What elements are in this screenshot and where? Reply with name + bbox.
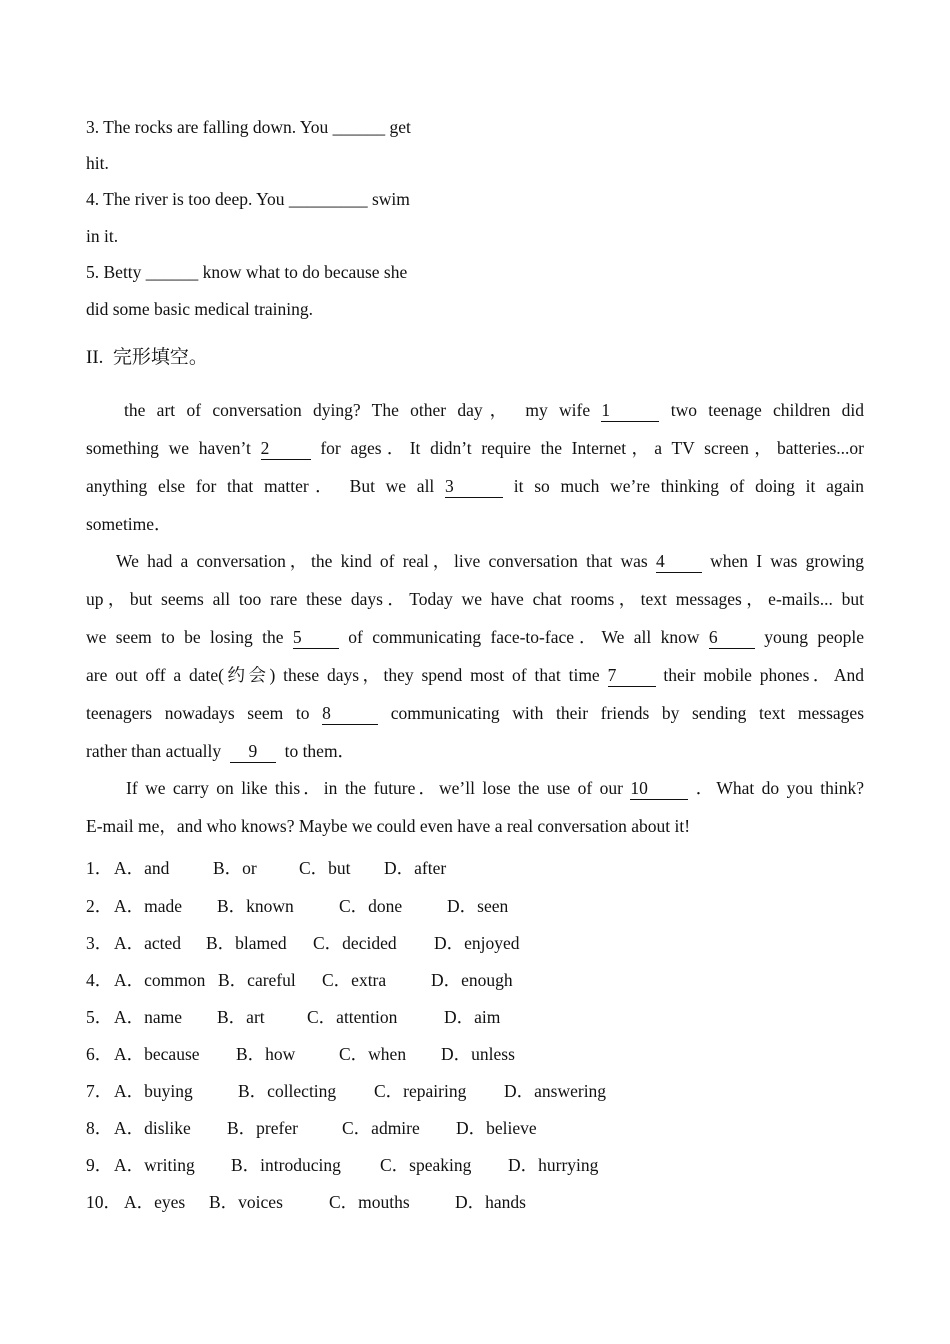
option: C．repairing xyxy=(374,1081,467,1101)
passage-line: are out off a date(约会) these days，they spend most of that time 7 their mobile phones．And xyxy=(86,665,864,685)
passage-line: something we haven’t 2 for ages．It didn’t require the Internet，a TV screen，batteries...or xyxy=(86,438,865,458)
option-row-6: 6． xyxy=(86,1044,113,1064)
question-4-line2: in it. xyxy=(86,226,119,246)
option: B．careful xyxy=(218,970,296,990)
passage-line: sometime． xyxy=(86,514,172,534)
option: D．enough xyxy=(431,970,513,990)
option-row-5: 5． xyxy=(86,1007,113,1027)
passage-line: rather than actually 9 to them． xyxy=(86,741,356,761)
blank-8: 8 xyxy=(322,705,378,725)
option: D．hands xyxy=(455,1192,526,1212)
passage-line: we seem to be losing the 5 of communicating face-to-face．We all know 6 young people xyxy=(86,627,865,647)
blank-2: 2 xyxy=(261,440,311,460)
option: A．dislike xyxy=(114,1118,191,1138)
option: B．blamed xyxy=(206,933,287,953)
option: C．but xyxy=(299,858,351,878)
passage-line: teenagers nowadays seem to 8 communicating with their friends by sending text messages xyxy=(86,703,865,723)
option: D．unless xyxy=(441,1044,515,1064)
blank-1: 1 xyxy=(601,402,659,422)
passage-line: We had a conversation，the kind of real，live conversation that was 4 when I was growing xyxy=(116,551,865,571)
option: A．because xyxy=(114,1044,200,1064)
option-row-2: 2． xyxy=(86,896,113,916)
option-row-3: 3． xyxy=(86,933,113,953)
option-row-7: 7． xyxy=(86,1081,113,1101)
option: A．buying xyxy=(114,1081,193,1101)
option: B．collecting xyxy=(238,1081,337,1101)
option: C．speaking xyxy=(380,1155,472,1175)
option: D．believe xyxy=(456,1118,537,1138)
option: D．hurrying xyxy=(508,1155,599,1175)
option: B．prefer xyxy=(227,1118,298,1138)
option: D．seen xyxy=(447,896,509,916)
option: A．common xyxy=(114,970,206,990)
passage-line: up，but seems all too rare these days．Today we have chat rooms，text messages，e-mails... but xyxy=(86,589,864,609)
passage-line: the art of conversation dying? The other day， my wife 1 two teenage children did xyxy=(124,400,865,420)
option: A．eyes xyxy=(124,1192,186,1212)
option: A．writing xyxy=(114,1155,195,1175)
option: B．art xyxy=(217,1007,265,1027)
option: B．how xyxy=(236,1044,296,1064)
section-title: II. 完形填空。 xyxy=(86,347,208,368)
blank-10: 10 xyxy=(630,780,688,800)
blank-3: 3 xyxy=(445,478,503,498)
option: C．attention xyxy=(307,1007,398,1027)
option: C．decided xyxy=(313,933,397,953)
option-row-1: 1． xyxy=(86,858,113,878)
question-3-line2: hit. xyxy=(86,153,109,173)
option: B．known xyxy=(217,896,294,916)
question-5-line1: 5. Betty ______ know what to do because she xyxy=(86,262,408,282)
option-row-4: 4． xyxy=(86,970,113,990)
option: B．introducing xyxy=(231,1155,341,1175)
option-row-10: 10． xyxy=(86,1192,121,1212)
passage-line: anything else for that matter． But we all 3 it so much we’re thinking of doing it again xyxy=(86,476,865,496)
option: D．aim xyxy=(444,1007,501,1027)
option: A．made xyxy=(114,896,183,916)
option: C．when xyxy=(339,1044,407,1064)
option: B．or xyxy=(213,858,257,878)
passage-line: If we carry on like this．in the future．we’ll lose the use of our 10 ．What do you think? xyxy=(126,778,865,798)
option: C．admire xyxy=(342,1118,420,1138)
blank-9: 9 xyxy=(230,743,276,763)
question-5-line2: did some basic medical training. xyxy=(86,299,313,319)
question-3-line1: 3. The rocks are falling down. You ______ get xyxy=(86,117,411,137)
blank-4: 4 xyxy=(656,553,702,573)
option: A．and xyxy=(114,858,170,878)
option: C．mouths xyxy=(329,1192,410,1212)
option: D．after xyxy=(384,858,447,878)
passage-line: E-mail me，and who knows? Maybe we could even have a real conversation about it! xyxy=(86,816,691,836)
blank-7: 7 xyxy=(608,667,656,687)
blank-6: 6 xyxy=(709,629,755,649)
question-4-line1: 4. The river is too deep. You _________ swim xyxy=(86,189,410,209)
blank-5: 5 xyxy=(293,629,339,649)
option-row-9: 9． xyxy=(86,1155,113,1175)
option-row-8: 8． xyxy=(86,1118,113,1138)
option: A．acted xyxy=(114,933,182,953)
option: D．answering xyxy=(504,1081,607,1101)
option: B．voices xyxy=(209,1192,283,1212)
option: C．done xyxy=(339,896,403,916)
option: A．name xyxy=(114,1007,183,1027)
option: D．enjoyed xyxy=(434,933,520,953)
option: C．extra xyxy=(322,970,387,990)
